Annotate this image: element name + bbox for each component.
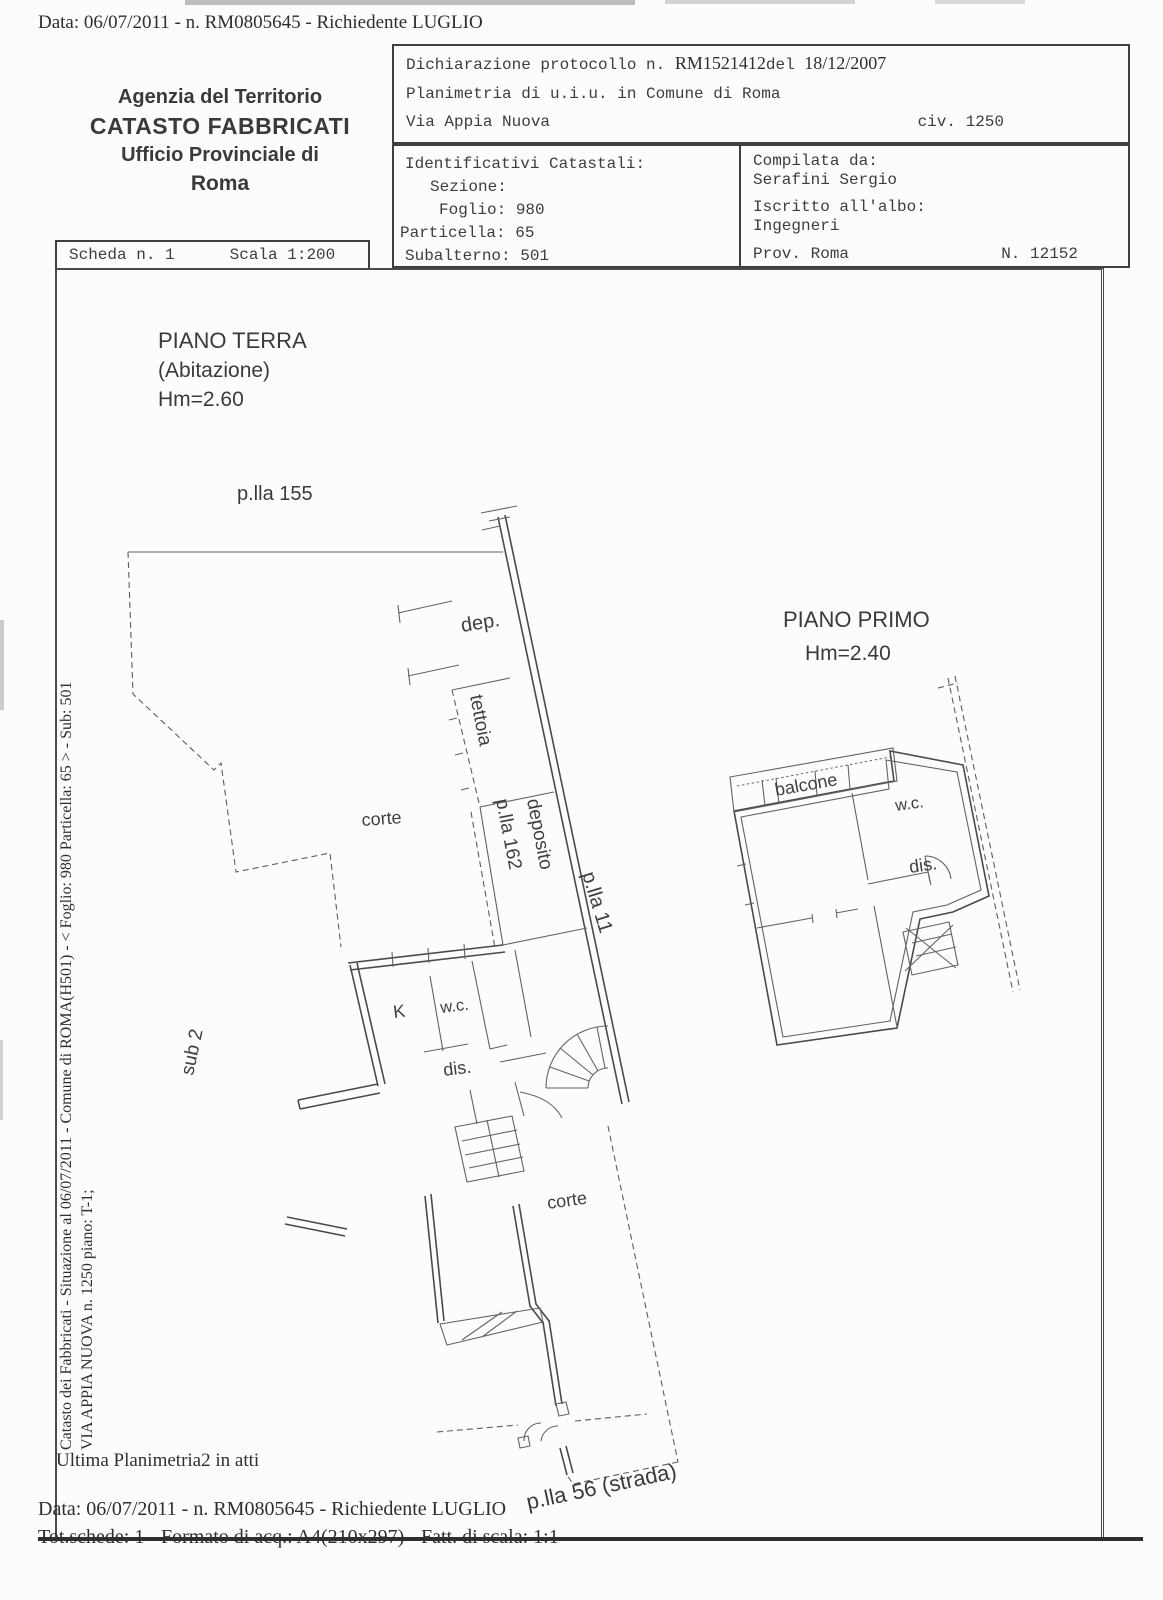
street-name: Via Appia Nuova xyxy=(406,113,551,131)
label-deposito: deposito xyxy=(522,796,557,872)
ids-foglio: Foglio: 980 xyxy=(439,201,545,219)
piano-terra-title: PIANO TERRA xyxy=(158,328,307,353)
ids-particella: Particella: 65 xyxy=(400,224,535,242)
agency-line4: Roma xyxy=(190,172,250,195)
piano-primo-plan xyxy=(730,676,1020,1045)
label-tettoia: tettoia xyxy=(465,692,496,748)
piano-primo-title: PIANO PRIMO xyxy=(783,607,930,632)
piano-terra-heading xyxy=(158,326,307,414)
agency-line2: CATASTO FABBRICATI xyxy=(89,113,351,139)
label-wc-primo: w.c. xyxy=(894,793,925,815)
declaration-protocol-line xyxy=(406,53,1116,75)
protocol-label: Dichiarazione protocollo n. xyxy=(406,56,675,74)
scan-artifact xyxy=(0,620,4,710)
agency-line1: Agenzia del Territorio xyxy=(117,86,323,108)
scan-artifact xyxy=(935,0,1025,4)
footer-date-line: Data: 06/07/2011 - n. RM0805645 - Richiedente LUGLIO xyxy=(38,1498,507,1520)
label-plla162: p.lla 162 xyxy=(491,796,526,872)
label-plla11: p.lla 11 xyxy=(577,869,617,936)
agency-title-block xyxy=(78,84,362,198)
declaration-box xyxy=(392,44,1130,144)
compiler-albo-label: Iscritto all'albo: xyxy=(753,198,926,216)
ids-subalterno: Subalterno: 501 xyxy=(405,247,550,265)
compiler-box xyxy=(739,144,1130,268)
scan-artifact xyxy=(665,0,855,4)
label-balcone: balcone xyxy=(773,769,839,800)
piano-terra-height: Hm=2.60 xyxy=(158,388,244,411)
scan-artifact xyxy=(0,1040,3,1120)
compiler-name: Serafini Sergio xyxy=(753,171,898,189)
footer-tot-line: Tot.schede: 1 - Formato di acq.: A4(210x297) - Fatt. di scala: 1:1 xyxy=(38,1526,559,1548)
piano-primo-height: Hm=2.40 xyxy=(805,642,891,665)
civic-number: civ. 1250 xyxy=(917,113,1004,131)
compiler-title: Compilata da: xyxy=(753,152,878,170)
ids-title: Identificativi Catastali: xyxy=(405,155,646,173)
sheet-number: Scheda n. 1 xyxy=(69,246,175,264)
declaration-street-row xyxy=(406,113,1116,131)
ids-sezione: Sezione: xyxy=(430,178,507,196)
cadastral-ids-box xyxy=(392,144,741,268)
label-dis-terra: dis. xyxy=(442,1056,473,1080)
footer-ultima-line: Ultima Planimetria2 in atti xyxy=(56,1450,260,1471)
compiler-albo: Ingegneri xyxy=(753,217,840,235)
piano-terra-plan xyxy=(128,506,678,1484)
label-wc-terra: w.c. xyxy=(439,995,470,1017)
side-note-address: VIA APPIA NUOVA n. 1250 piano: T-1; xyxy=(79,1189,96,1450)
label-dep: dep. xyxy=(459,609,502,637)
label-corte-lower: corte xyxy=(545,1187,589,1213)
compiler-prov-row xyxy=(753,245,1114,263)
agency-line3: Ufficio Provinciale di xyxy=(121,144,319,166)
label-plla155: p.lla 155 xyxy=(237,483,313,505)
protocol-date: 18/12/2007 xyxy=(804,53,887,73)
floor-plan-drawing xyxy=(55,268,1104,1538)
piano-terra-sub: (Abitazione) xyxy=(158,359,271,382)
label-k: K xyxy=(392,1000,407,1022)
header-date-line: Data: 06/07/2011 - n. RM0805645 - Richiedente LUGLIO xyxy=(38,12,483,33)
protocol-del: del xyxy=(765,56,805,74)
label-dis-primo: dis. xyxy=(907,853,939,877)
compiler-number: N. 12152 xyxy=(1001,245,1078,263)
label-sub2: sub 2 xyxy=(177,1027,208,1078)
declaration-planimetria-line: Planimetria di u.i.u. in Comune di Roma xyxy=(406,85,781,103)
label-corte-upper: corte xyxy=(360,807,403,830)
scan-artifact xyxy=(185,0,635,5)
protocol-number: RM1521412 xyxy=(674,53,766,73)
side-note-cadastre: Catasto dei Fabbricati - Situazione al 06/07/2011 - Comune di ROMA(H501) - < Foglio: 980 Particella: 65 > - Sub: 501 xyxy=(58,681,75,1450)
sheet-scale-strip xyxy=(55,240,370,270)
piano-primo-heading xyxy=(783,605,930,668)
compiler-prov: Prov. Roma xyxy=(753,245,850,263)
label-plla56: p.lla 56 (strada) xyxy=(524,1458,679,1515)
scale-value: Scala 1:200 xyxy=(229,246,336,264)
